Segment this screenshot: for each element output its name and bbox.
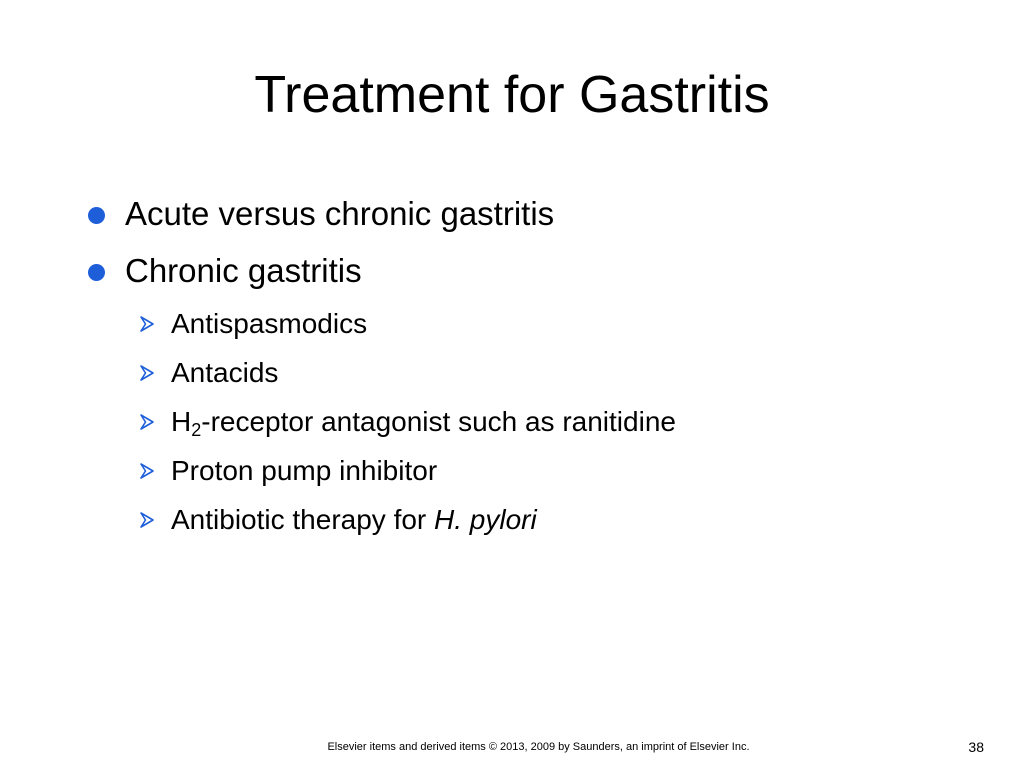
sub-bullet-text [171, 405, 676, 439]
arrowhead-icon [138, 364, 156, 382]
slide-title: Treatment for Gastritis [254, 66, 770, 124]
page-number: 38 [968, 739, 984, 755]
sub-bullet-text [171, 503, 537, 537]
round-dot-icon [88, 207, 105, 224]
sub-bullet-text: Antacids [171, 357, 279, 388]
arrowhead-icon [138, 462, 156, 480]
h2-prefix: H [171, 406, 192, 437]
arrowhead-icon [138, 315, 156, 333]
sub-bullet-text: Antispasmodics [171, 308, 368, 339]
h2-suffix: -receptor antagonist such as ranitidine [201, 406, 676, 437]
copyright-footer: Elsevier items and derived items © 2013, 2009 by Saunders, an imprint of Elsevier Inc. [327, 741, 750, 753]
sub-bullet-text: Proton pump inhibitor [171, 455, 438, 486]
bullet-text: Acute versus chronic gastritis [125, 195, 555, 232]
antibiotic-prefix: Antibiotic therapy for [171, 504, 435, 535]
h-pylori-italic: H. pylori [434, 504, 537, 535]
h2-subscript: 2 [191, 420, 202, 440]
round-dot-icon [88, 264, 105, 281]
arrowhead-icon [138, 511, 156, 529]
bullet-text: Chronic gastritis [125, 252, 362, 289]
arrowhead-icon [138, 413, 156, 431]
